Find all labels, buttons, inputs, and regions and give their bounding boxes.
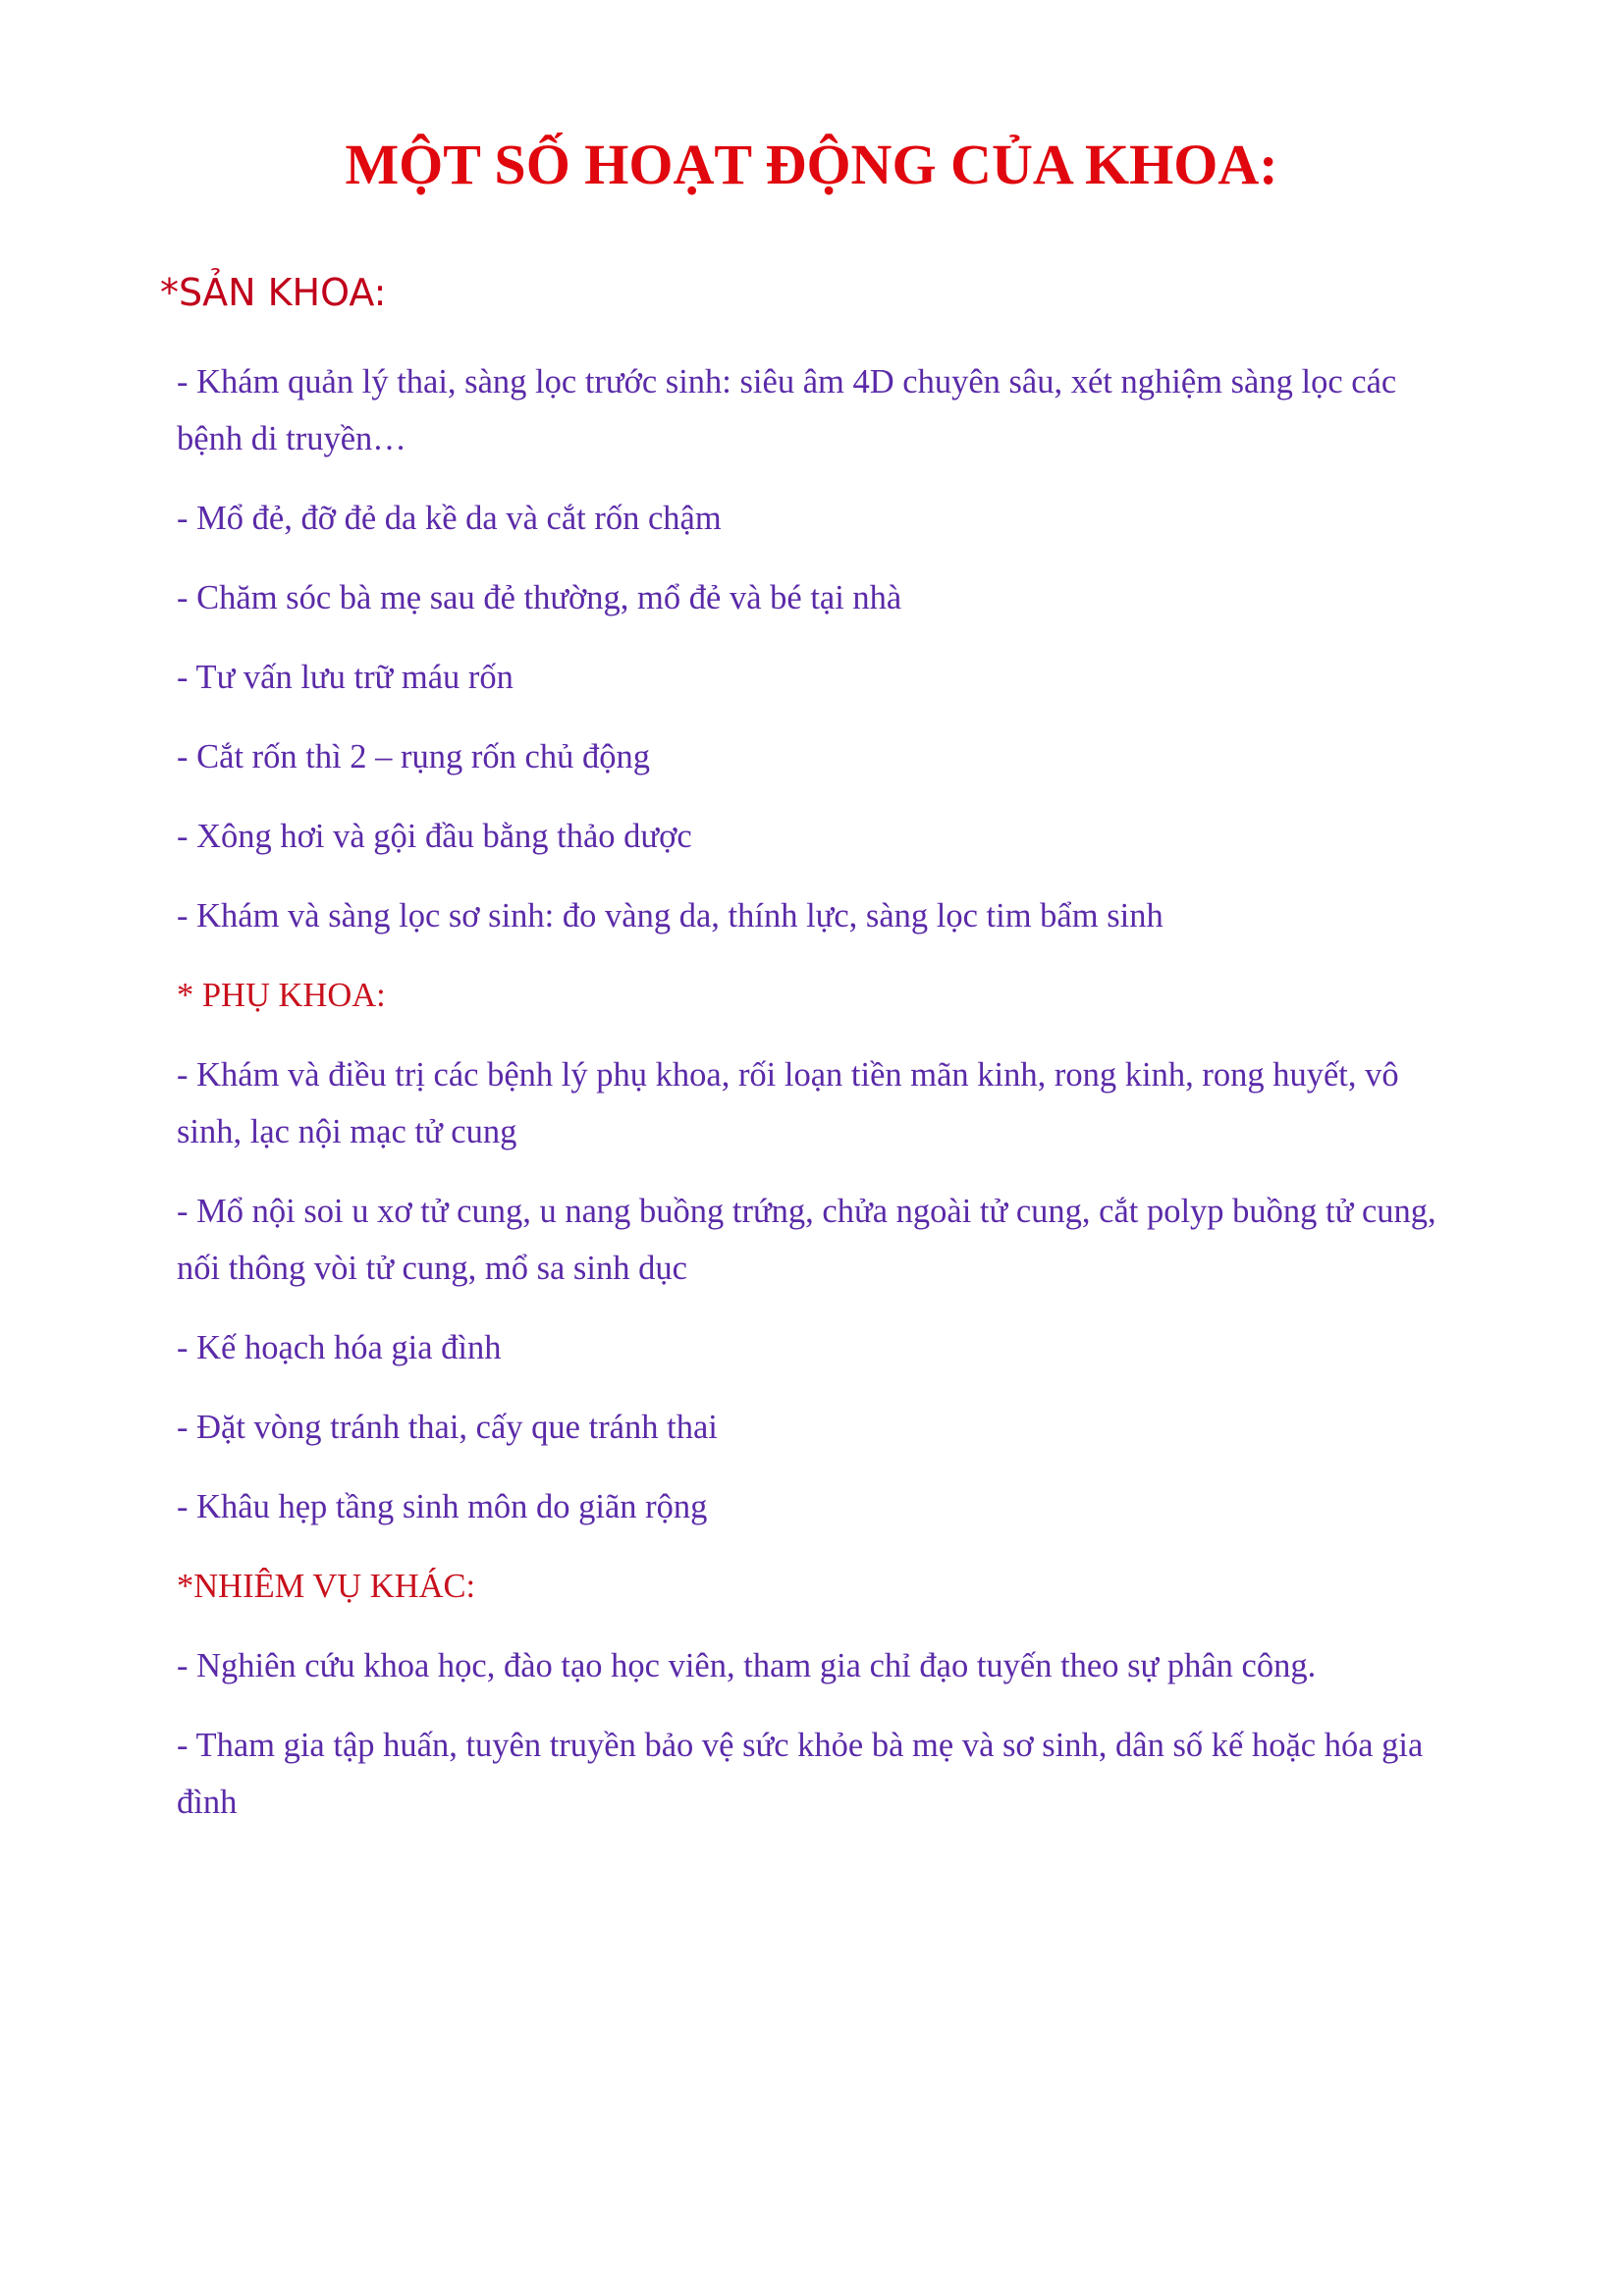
- list-item: - Mổ đẻ, đỡ đẻ da kề da và cắt rốn chậm: [177, 500, 722, 537]
- list-item: - Xông hơi và gội đầu bằng thảo dược: [177, 818, 692, 855]
- page-title: MỘT SỐ HOẠT ĐỘNG CỦA KHOA:: [345, 133, 1278, 196]
- list-item: - Đặt vòng tránh thai, cấy que tránh thai: [177, 1409, 718, 1446]
- list-item: - Tư vấn lưu trữ máu rốn: [177, 659, 514, 696]
- list-item: - Kế hoạch hóa gia đình: [177, 1329, 502, 1366]
- list-item: - Mổ nội soi u xơ tử cung, u nang buồng trứng, chửa ngoài tử cung, cắt polyp buồng tử cung, nối thông vòi tử cung, mổ sa sinh dục: [177, 1193, 1436, 1287]
- document-body: [177, 353, 1453, 1853]
- list-item: - Khâu hẹp tầng sinh môn do giãn rộng: [177, 1488, 708, 1525]
- section-heading-phu-khoa: * PHỤ KHOA:: [177, 977, 386, 1014]
- list-item: - Chăm sóc bà mẹ sau đẻ thường, mổ đẻ và bé tại nhà: [177, 579, 902, 616]
- list-item: - Cắt rốn thì 2 – rụng rốn chủ động: [177, 738, 650, 775]
- section-heading-nhiem-vu-khac: *NHIÊM VỤ KHÁC:: [177, 1568, 476, 1605]
- list-item: - Nghiên cứu khoa học, đào tạo học viên, tham gia chỉ đạo tuyến theo sự phân công.: [177, 1647, 1317, 1684]
- list-item: - Khám và điều trị các bệnh lý phụ khoa, rối loạn tiền mãn kinh, rong kinh, rong huyết, vô sinh, lạc nội mạc tử cung: [177, 1056, 1399, 1150]
- section-heading-san-khoa: *SẢN KHOA:: [160, 271, 387, 314]
- list-item: - Khám và sàng lọc sơ sinh: đo vàng da, thính lực, sàng lọc tim bẩm sinh: [177, 897, 1163, 934]
- list-item: - Tham gia tập huấn, tuyên truyền bảo vệ sức khỏe bà mẹ và sơ sinh, dân số kế hoặc hóa gia đình: [177, 1727, 1424, 1821]
- list-item: - Khám quản lý thai, sàng lọc trước sinh: siêu âm 4D chuyên sâu, xét nghiệm sàng lọc các bệnh di truyền…: [177, 363, 1397, 457]
